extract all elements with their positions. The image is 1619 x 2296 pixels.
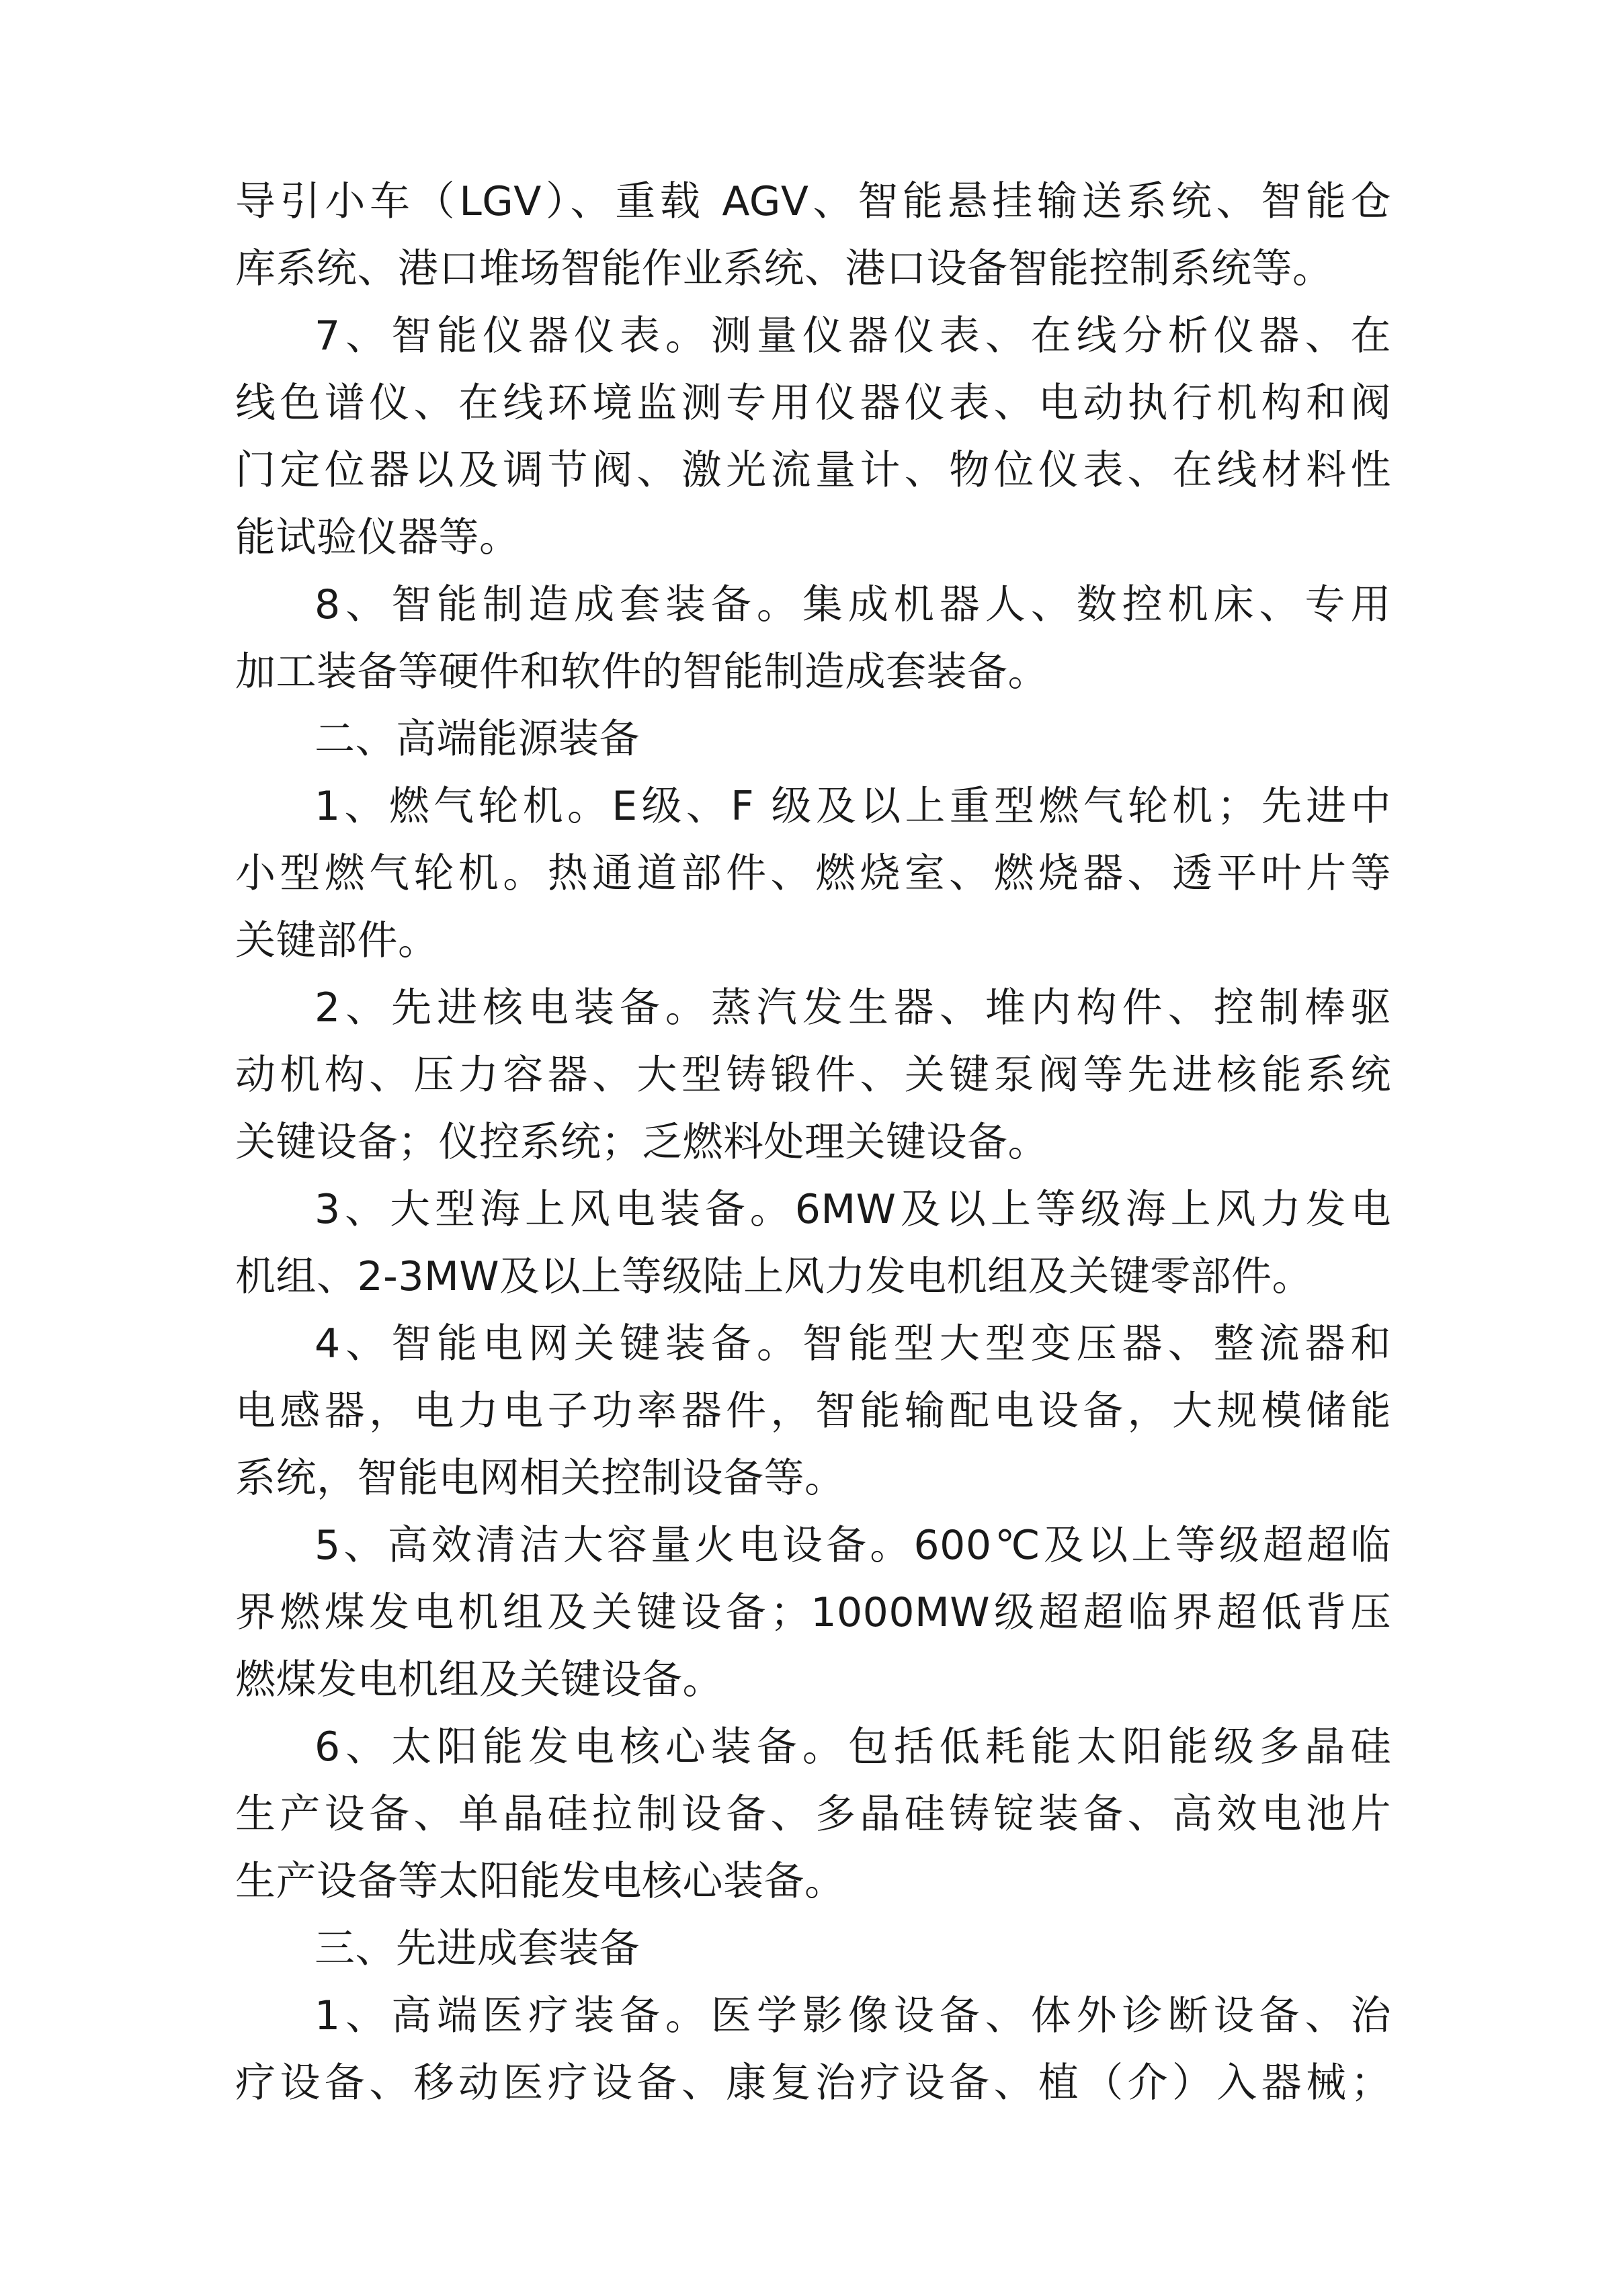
text-line: 疗设备、移动医疗设备、康复治疗设备、植（介）入器械； bbox=[235, 2059, 1391, 2107]
text-line: 燃煤发电机组及关键设备。 bbox=[235, 1656, 723, 1703]
text-line: 3、大型海上风电装备。6MW及以上等级海上风力发电 bbox=[315, 1186, 1391, 1233]
text-line: 关键设备；仪控系统；乏燃料处理关键设备。 bbox=[235, 1119, 1048, 1166]
text-line: 加工装备等硬件和软件的智能制造成套装备。 bbox=[235, 648, 1048, 695]
text-line: 界燃煤发电机组及关键设备；1000MW级超超临界超低背压 bbox=[235, 1589, 1391, 1636]
text-line: 6、太阳能发电核心装备。包括低耗能太阳能级多晶硅 bbox=[315, 1724, 1391, 1771]
section-heading: 二、高端能源装备 bbox=[315, 716, 640, 763]
text-line: 1、高端医疗装备。医学影像设备、体外诊断设备、治 bbox=[315, 1992, 1391, 2039]
text-line: 动机构、压力容器、大型铸锻件、关键泵阀等先进核能系统 bbox=[235, 1052, 1391, 1099]
text-line: 线色谱仪、在线环境监测专用仪器仪表、电动执行机构和阀 bbox=[235, 380, 1391, 427]
text-line: 库系统、港口堆场智能作业系统、港口设备智能控制系统等。 bbox=[235, 245, 1333, 292]
document-body bbox=[235, 168, 1391, 2117]
text-line: 生产设备等太阳能发电核心装备。 bbox=[235, 1858, 845, 1905]
text-line: 5、高效清洁大容量火电设备。600℃及以上等级超超临 bbox=[315, 1522, 1391, 1569]
text-line: 1、燃气轮机。E级、F 级及以上重型燃气轮机；先进中 bbox=[315, 783, 1391, 830]
section-heading: 三、先进成套装备 bbox=[315, 1925, 640, 1972]
text-line: 2、先进核电装备。蒸汽发生器、堆内构件、控制棒驱 bbox=[315, 984, 1391, 1031]
text-line: 机组、2-3MW及以上等级陆上风力发电机组及关键零部件。 bbox=[235, 1253, 1313, 1300]
text-line: 小型燃气轮机。热通道部件、燃烧室、燃烧器、透平叶片等 bbox=[235, 850, 1391, 897]
text-line: 8、智能制造成套装备。集成机器人、数控机床、专用 bbox=[315, 581, 1391, 628]
text-line: 门定位器以及调节阀、激光流量计、物位仪表、在线材料性 bbox=[235, 447, 1391, 494]
text-line: 导引小车（LGV）、重载 AGV、智能悬挂输送系统、智能仓 bbox=[235, 178, 1391, 225]
text-line: 关键部件。 bbox=[235, 917, 439, 964]
text-line: 生产设备、单晶硅拉制设备、多晶硅铸锭装备、高效电池片 bbox=[235, 1791, 1391, 1838]
text-line: 电感器，电力电子功率器件，智能输配电设备，大规模储能 bbox=[235, 1388, 1391, 1435]
text-line: 4、智能电网关键装备。智能型大型变压器、整流器和 bbox=[315, 1320, 1391, 1367]
text-line: 系统，智能电网相关控制设备等。 bbox=[235, 1455, 845, 1502]
text-line: 能试验仪器等。 bbox=[235, 514, 520, 561]
text-line: 7、智能仪器仪表。测量仪器仪表、在线分析仪器、在 bbox=[315, 312, 1391, 359]
